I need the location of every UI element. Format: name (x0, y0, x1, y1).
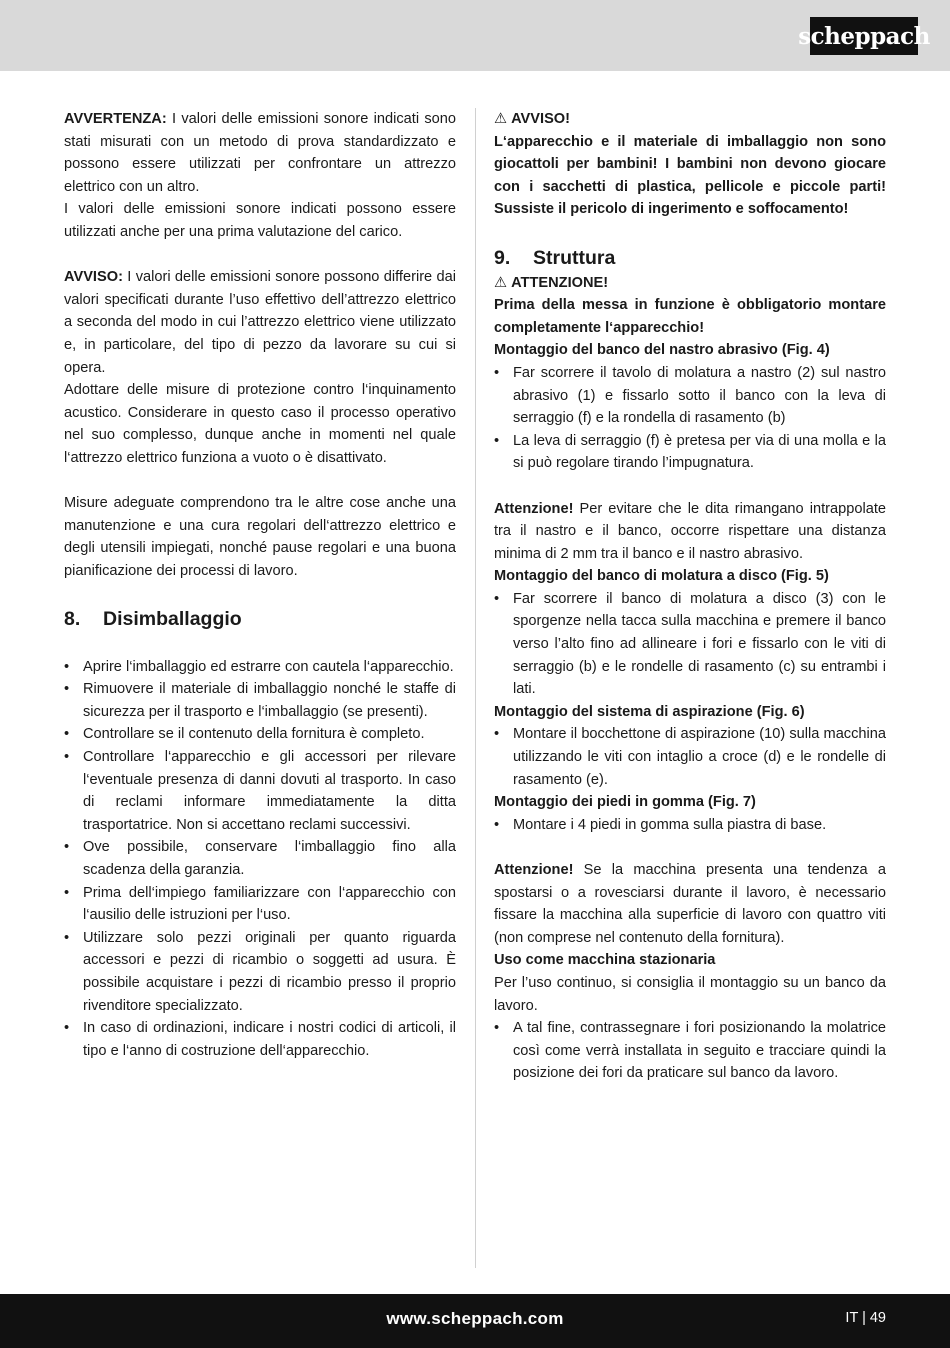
list-item: • Ove possibile, conservare l‘imballaggio fino alla scadenza della garanzia. (64, 836, 456, 881)
noise-warning-paragraph (64, 108, 456, 198)
right-column (494, 108, 886, 1085)
avviso-children-warning: L‘apparecchio e il materiale di imballaggio non sono giocattoli per bambini! I bambini non devono giocare con i sacchetti di plastica, pellicole e piccole parti! Sussiste il pericolo di ingerimento e soffocamento! (494, 133, 886, 218)
avviso-label: AVVISO: (64, 269, 123, 286)
disc-table-assembly-title: Montaggio del banco di molatura a disco (Fig. 5) (494, 568, 829, 585)
section-8-number: 8. (64, 608, 81, 631)
attenzione-assembly-text: Prima della messa in funzione è obbligatorio montare completamente l‘apparecchio! (494, 297, 886, 336)
note-text: Se la macchina presenta una tendenza a spostarsi o a rovesciarsi durante il lavoro, è necessario fissare la macchina alla superficie di lavoro con quattro viti (non comprese nel contenuto della fornitura). (494, 862, 886, 946)
avviso-text: I valori delle emissioni sonore possono differire dai valori specificati durante l’uso effettivo dell’attrezzo elettrico a seconda del modo in cui l’attrezzo elettrico viene utilizzato e, in particolare, del tipo di pezzo da lavorare su cui si opera. (64, 269, 456, 376)
note-label: Attenzione! (494, 862, 574, 878)
section-9-number: 9. (494, 246, 511, 269)
list-item: • In caso di ordinazioni, indicare i nostri codici di articoli, il tipo e l‘anno di costruzione dell‘apparecchio. (64, 1017, 456, 1062)
adequate-measures-paragraph: Misure adeguate comprendono tra le altre cose anche una manutenzione e una cura regolari dell‘attrezzo elettrico e degli utensili impiegati, nonché pause regolari e una buona pianificazione dei processi di lavoro. (64, 495, 456, 579)
avviso-heading (494, 108, 886, 131)
machine-fixing-note (494, 859, 886, 949)
stationary-use-text: Per l’uso continuo, si consiglia il montaggio su un banco da lavoro. (494, 974, 886, 1014)
avvertenza-text: I valori delle emissioni sonore indicati sono stati misurati con un metodo di prova standardizzato e possono essere utilizzati per confrontare un attrezzo elettrico con un altro. (64, 111, 456, 195)
avvertenza-label: AVVERTENZA: (64, 111, 167, 127)
disc-table-assembly-list (494, 588, 886, 701)
list-item: • Utilizzare solo pezzi originali per quanto riguarda accessori e pezzi di ricambio o soggetti ad usura. È possibile acquistare i pezzi di ricambio presso il proprio rivenditore specializzato. (64, 927, 456, 1017)
brand-logo: scheppach (810, 17, 918, 55)
stationary-use-title: Uso come macchina stazionaria (494, 952, 716, 969)
attenzione-heading (494, 272, 886, 295)
list-item: • Controllare l‘apparecchio e gli accessori per rilevare l‘eventuale presenza di danni dovuti al trasporto. In caso di reclami informare immediatamente la ditta trasportatrice. Non si accettano reclami successivi. (64, 746, 456, 836)
noise-load-paragraph: I valori delle emissioni sonore indicati possono essere utilizzati anche per una prima valutazione del carico. (64, 201, 456, 240)
warning-triangle-icon: ⚠ (494, 111, 508, 127)
section-9-title: Struttura (533, 246, 616, 269)
list-item: • Far scorrere il tavolo di molatura a nastro (2) sul nastro abrasivo (1) e fissarlo sotto il banco con la leva di serraggio (f) e la rondella di rasamento (b) (494, 362, 886, 430)
page-footer (0, 1294, 950, 1348)
list-item: • Controllare se il contenuto della fornitura è completo. (64, 723, 456, 746)
extraction-assembly-title: Montaggio del sistema di aspirazione (Fig. 6) (494, 703, 805, 720)
column-divider (475, 108, 476, 1268)
left-column (64, 108, 456, 1062)
page-number: IT | 49 (845, 1310, 886, 1326)
extraction-assembly-list (494, 723, 886, 791)
rubber-feet-assembly-title: Montaggio dei piedi in gomma (Fig. 7) (494, 794, 756, 811)
note-text: Per evitare che le dita rimangano intrappolate tra il nastro e il banco, occorre rispettare una distanza minima di 2 mm tra il banco e il nastro abrasivo. (494, 500, 886, 562)
finger-trap-note (494, 498, 886, 566)
noise-notice-paragraph (64, 266, 456, 379)
rubber-feet-assembly-list (494, 814, 886, 837)
section-9-heading (494, 244, 886, 272)
list-item: • Montare il bocchettone di aspirazione (10) sulla macchina utilizzando le viti con intaglio a croce (d) e le rondelle di rasamento (e). (494, 723, 886, 791)
website-url: www.scheppach.com (386, 1309, 564, 1328)
belt-table-assembly-title: Montaggio del banco del nastro abrasivo (Fig. 4) (494, 342, 830, 359)
noise-protection-paragraph: Adottare delle misure di protezione contro l‘inquinamento acustico. Considerare in questo caso il processo operativo nel suo complesso, dunque anche in momenti nel quale l‘attrezzo elettrico funziona a vuoto o è disattivato. (64, 382, 456, 466)
list-item: • A tal fine, contrassegnare i fori posizionando la molatrice così come verrà installata in seguito e tracciare quindi la posizione dei fori da praticare sul banco da lavoro. (494, 1017, 886, 1085)
list-item: • Aprire l‘imballaggio ed estrarre con cautela l‘apparecchio. (64, 656, 456, 679)
list-item: • Far scorrere il banco di molatura a disco (3) con le sporgenze nella tacca sulla macchina e premere il banco verso l’alto fino ad allineare i fori e fissarlo con le viti di serraggio (b) e le rondelle di rasamento (c) su entrambi i lati. (494, 588, 886, 701)
note-label: Attenzione! (494, 500, 574, 517)
section-8-heading (64, 605, 456, 633)
belt-table-assembly-list (494, 362, 886, 475)
warning-triangle-icon: ⚠ (494, 274, 508, 291)
list-item: • Montare i 4 piedi in gomma sulla piastra di base. (494, 814, 886, 837)
unpacking-list (64, 656, 456, 1063)
stationary-use-list (494, 1017, 886, 1085)
section-8-title: Disimballaggio (103, 608, 242, 631)
avviso-heading-label: AVVISO! (511, 111, 571, 127)
attenzione-heading-label: ATTENZIONE! (511, 274, 609, 291)
list-item: • Prima dell‘impiego familiarizzare con l‘apparecchio con l‘ausilio delle istruzioni per l‘uso. (64, 882, 456, 927)
list-item: • Rimuovere il materiale di imballaggio nonché le staffe di sicurezza per il trasporto e l‘imballaggio (se presenti). (64, 678, 456, 723)
list-item: • La leva di serraggio (f) è pretesa per via di una molla e la si può regolare tirando l’impugnatura. (494, 430, 886, 475)
